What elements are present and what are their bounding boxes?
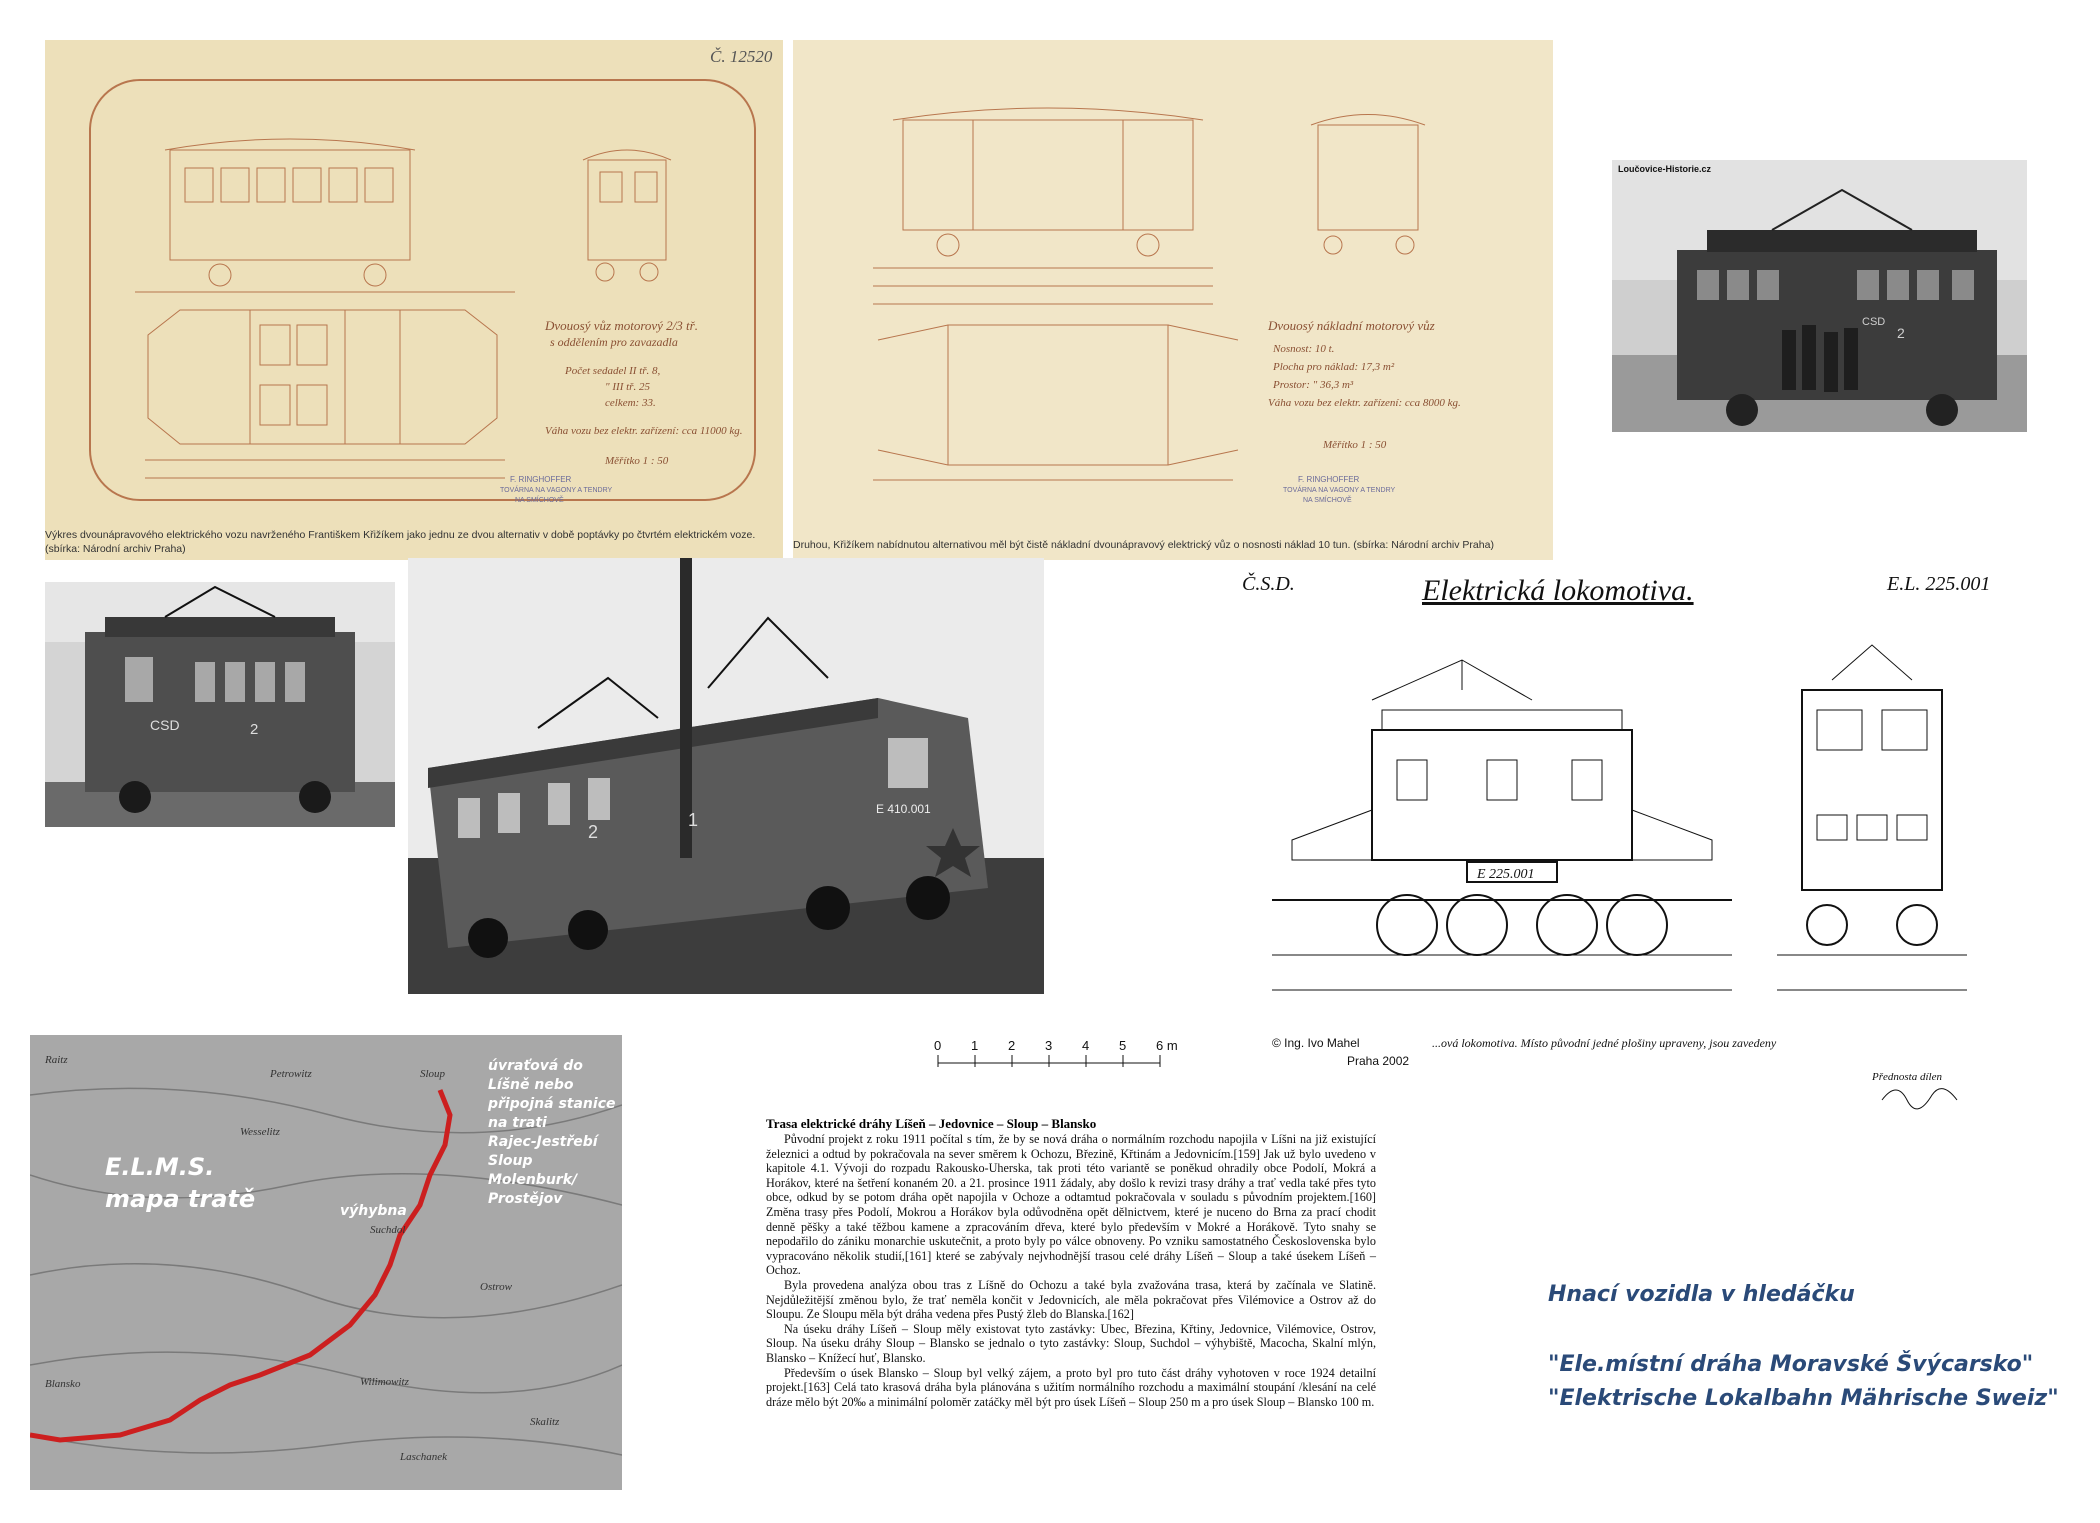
svg-text:TOVÁRNA NA VAGONY A TENDRY: TOVÁRNA NA VAGONY A TENDRY xyxy=(500,487,613,494)
map-place-7: Blansko xyxy=(45,1378,81,1390)
map-place-9: Laschanek xyxy=(400,1451,448,1463)
photo-railcar-side xyxy=(45,582,395,827)
drawing1-subtitle: s oddělením pro zavazadla xyxy=(550,335,678,349)
blueprint-motor-car-svg xyxy=(45,40,783,560)
drawing1-seats-1: Počet sedadel II tř. 8, xyxy=(565,365,661,377)
car-label: CSD xyxy=(1862,316,1886,328)
drawing1-caption: Výkres dvounápravového elektrického vozu navrženého Františkem Křižíkem jako jednu ze dvou alternativ v době poptávky po čtvrtém elektrickém voze. (sbírka: Národní archiv Praha) xyxy=(45,529,756,555)
drawing2-line4: Váha vozu bez elektr. zařízení: cca 8000 kg. xyxy=(1268,397,1461,409)
drawing-motor-car xyxy=(45,40,783,560)
map-place-5: Wesselitz xyxy=(240,1126,280,1138)
map-note: úvraťová do Líšně nebo připojná stanice na trati Rajec-Jestřebí Sloup Molenburk/ Prostějov xyxy=(488,1058,616,1207)
credit-line-1: © Ing. Ivo Mahel xyxy=(1272,1036,1360,1050)
drawing1-seats-2: " III tř. 25 xyxy=(605,381,650,393)
drawing1-weight: Váha vozu bez elektr. zařízení: cca 11000 kg. xyxy=(545,425,743,437)
map-place-2: Petrowitz xyxy=(270,1068,312,1080)
map-place-10: Skalitz xyxy=(530,1416,560,1428)
side-number-2: 2 xyxy=(588,822,599,842)
signature-label: Přednosta dílen xyxy=(1872,1071,1942,1083)
scale-tick-0: 0 xyxy=(934,1038,942,1053)
watermark: Loučovice-Historie.cz xyxy=(1618,164,1712,174)
car-label: CSD xyxy=(150,717,180,733)
article xyxy=(766,1116,1376,1409)
scale-tick-4: 4 xyxy=(1082,1038,1090,1053)
map-place-3: Sloup xyxy=(420,1068,446,1080)
heading-vehicles: Hnací vozidla v hledáčku xyxy=(1548,1282,1855,1307)
drawing2-line2: Plocha pro náklad: 17,3 m² xyxy=(1273,361,1395,373)
scale-ruler xyxy=(930,1035,1180,1075)
scale-tick-3: 3 xyxy=(1045,1038,1053,1053)
car-number: 2 xyxy=(1897,325,1905,341)
drawing2-caption: Druhou, Křižíkem nabídnutou alternativou měl být čistě nákladní dvounápravový elektrický vůz o nosnosti náklad 10 tun. (sbírka: Národní archiv Praha) xyxy=(793,539,1494,551)
drawing1-title: Dvouosý vůz motorový 2/3 tř. xyxy=(545,318,698,333)
map-place-1: Raitz xyxy=(45,1054,68,1066)
drawing2-line3: Prostor: " 36,3 m³ xyxy=(1273,379,1354,391)
drawing-freight-car xyxy=(793,40,1553,560)
route-map xyxy=(30,1035,622,1490)
credit-line-2: Praha 2002 xyxy=(1347,1054,1410,1068)
car-number: 2 xyxy=(250,721,259,738)
map-vyhybna: výhybna xyxy=(340,1203,407,1219)
map-title-1: E.L.M.S. xyxy=(105,1153,215,1181)
drawing-electric-locomotive xyxy=(1232,560,2022,1130)
scale-tick-6: 6 m xyxy=(1156,1038,1178,1053)
loco-drawing-title: Elektrická lokomotiva. xyxy=(1422,574,1694,607)
drawing1-scale: Měřítko 1 : 50 xyxy=(605,455,669,467)
map-title-2: mapa tratě xyxy=(105,1185,256,1213)
drawing2-title: Dvouosý nákladní motorový vůz xyxy=(1268,318,1435,333)
loco-plate: E 225.001 xyxy=(1477,867,1535,882)
loco-header-left: Č.S.D. xyxy=(1242,573,1295,595)
loco-header-right: E.L. 225.001 xyxy=(1887,573,1991,595)
map-place-6: Ostrow xyxy=(480,1281,512,1293)
article-paragraph-1: Původní projekt z roku 1911 počítal s tím, že by se nová dráha o normálním rozchodu napojila v Líšni na již existující železnici a odtud by pokračovala na sever směrem k Ochozu, Březině, Křtinám a Jedovnicím.[159] Jak už bylo uvedeno v kapitole 4.1. Vývoji do rozpadu Rakousko-Uherska, tak proti této variantě se poněkud ohradily obce Podolí, Mokrá a Horákov, které na šetření konaném 20. a 21. prosince 1911 žádaly, aby došlo k revizi trasy dráhy a trať vedla také přes tyto obce, odkud by se potom dráha opět napojila v Ochoze a odtamtud pokračovala v souladu s původním projektem.[160] Změna trasy přes Podolí, Mokrou a Horákov byla odůvodněna opět dělnictvem, které je nuceno do Brna za prací chodit denně pěšky a také těžbou kamene a zpracováním dřeva, které bylo především v Mokré a Horákově. Tyto snahy se nepodařilo do zániku monarchie uskutečnit, a proto byly po válce obnoveny. Po vzniku samostatného Československa bylo vypracováno několik studií,[161] které se zabývaly nejvhodnější trasou celé dráhy Líšeň – Sloup a také úsekem Líšeň – Ochoz. xyxy=(766,1132,1376,1278)
svg-text:TOVÁRNA NA VAGONY A TENDRY: TOVÁRNA NA VAGONY A TENDRY xyxy=(1283,487,1396,494)
drawing1-seats-3: celkem: 33. xyxy=(605,397,656,409)
map-place-8: Wilimowitz xyxy=(360,1376,409,1388)
scale-tick-5: 5 xyxy=(1119,1038,1127,1053)
article-title: Trasa elektrické dráhy Líšeň – Jedovnice – Sloup – Blansko xyxy=(766,1116,1097,1131)
maker-stamp-1: F. RINGHOFFER xyxy=(510,475,572,484)
photo-locomotive-e410 xyxy=(408,558,1044,994)
drawing-stamp-number: Č. 12520 xyxy=(710,47,773,66)
scale-tick-1: 1 xyxy=(971,1038,979,1053)
heading-czech-name: "Ele.místní dráha Moravské Švýcarsko" xyxy=(1548,1352,2034,1377)
article-paragraph-2: Byla provedena analýza obou tras z Líšně do Ochozu a také byla zvažována trasa, která by začínala ve Slatině. Nejdůležitější změnou bylo, že trať neměla končit v Jedovnicích, ale měla pokračovat přes Vilémovice a Ostrov až do Sloupu. Ze Sloupu měla být dráha vedena přes Pustý žleb do Blanska.[162] xyxy=(766,1277,1376,1322)
loco-note: ...ová lokomotiva. Místo původní jedné plošiny upraveny, jsou zavedeny xyxy=(1432,1036,1777,1050)
article-paragraph-4: Především o úsek Blansko – Sloup byl velký zájem, a proto byl pro tuto část dráhy vyhotoven v roce 1924 detailní projekt.[163] Celá tato krasová dráha byla plánována s užitím normálního rozchodu a maximální stoupání /klesání na celé dráze mělo být 20‰ a minimální poloměr zatáčky měl být pro úsek Líšeň – Sloup 250 m a pro úsek Sloup – Blansko 100 m. xyxy=(766,1365,1376,1409)
side-number-1: 1 xyxy=(688,810,699,830)
scale-tick-2: 2 xyxy=(1008,1038,1016,1053)
svg-text:NA SMÍCHOVĚ: NA SMÍCHOVĚ xyxy=(1303,497,1352,504)
drawing2-line1: Nosnost: 10 t. xyxy=(1273,343,1335,355)
signature-mark xyxy=(1882,1089,1957,1109)
article-paragraph-3: Na úseku dráhy Líšeň – Sloup měly existovat tyto zastávky: Ubec, Březina, Křtiny, Jedovnice, Vilémovice, Ostrov, Sloup. Na úseku dráhy Sloup – Blansko se jednalo o tyto zastávky: Sloup, Suchdol – výhybiště, Macocha, Skalní mlýn, Blansko – Knížecí huť, Blansko. xyxy=(766,1321,1376,1365)
heading-german-name: "Elektrische Lokalbahn Mährische Sweiz" xyxy=(1548,1386,2059,1411)
svg-text:NA SMÍCHOVĚ: NA SMÍCHOVĚ xyxy=(515,497,564,504)
map-place-4: Suchdol xyxy=(370,1224,406,1236)
blueprint-freight-car-svg xyxy=(793,40,1553,560)
drawing2-scale: Měřítko 1 : 50 xyxy=(1323,439,1387,451)
locomotive-number: E 410.001 xyxy=(876,802,931,816)
photo-railcar-with-people xyxy=(1612,160,2027,432)
article-body xyxy=(766,1132,1376,1409)
maker-stamp-2: F. RINGHOFFER xyxy=(1298,475,1360,484)
